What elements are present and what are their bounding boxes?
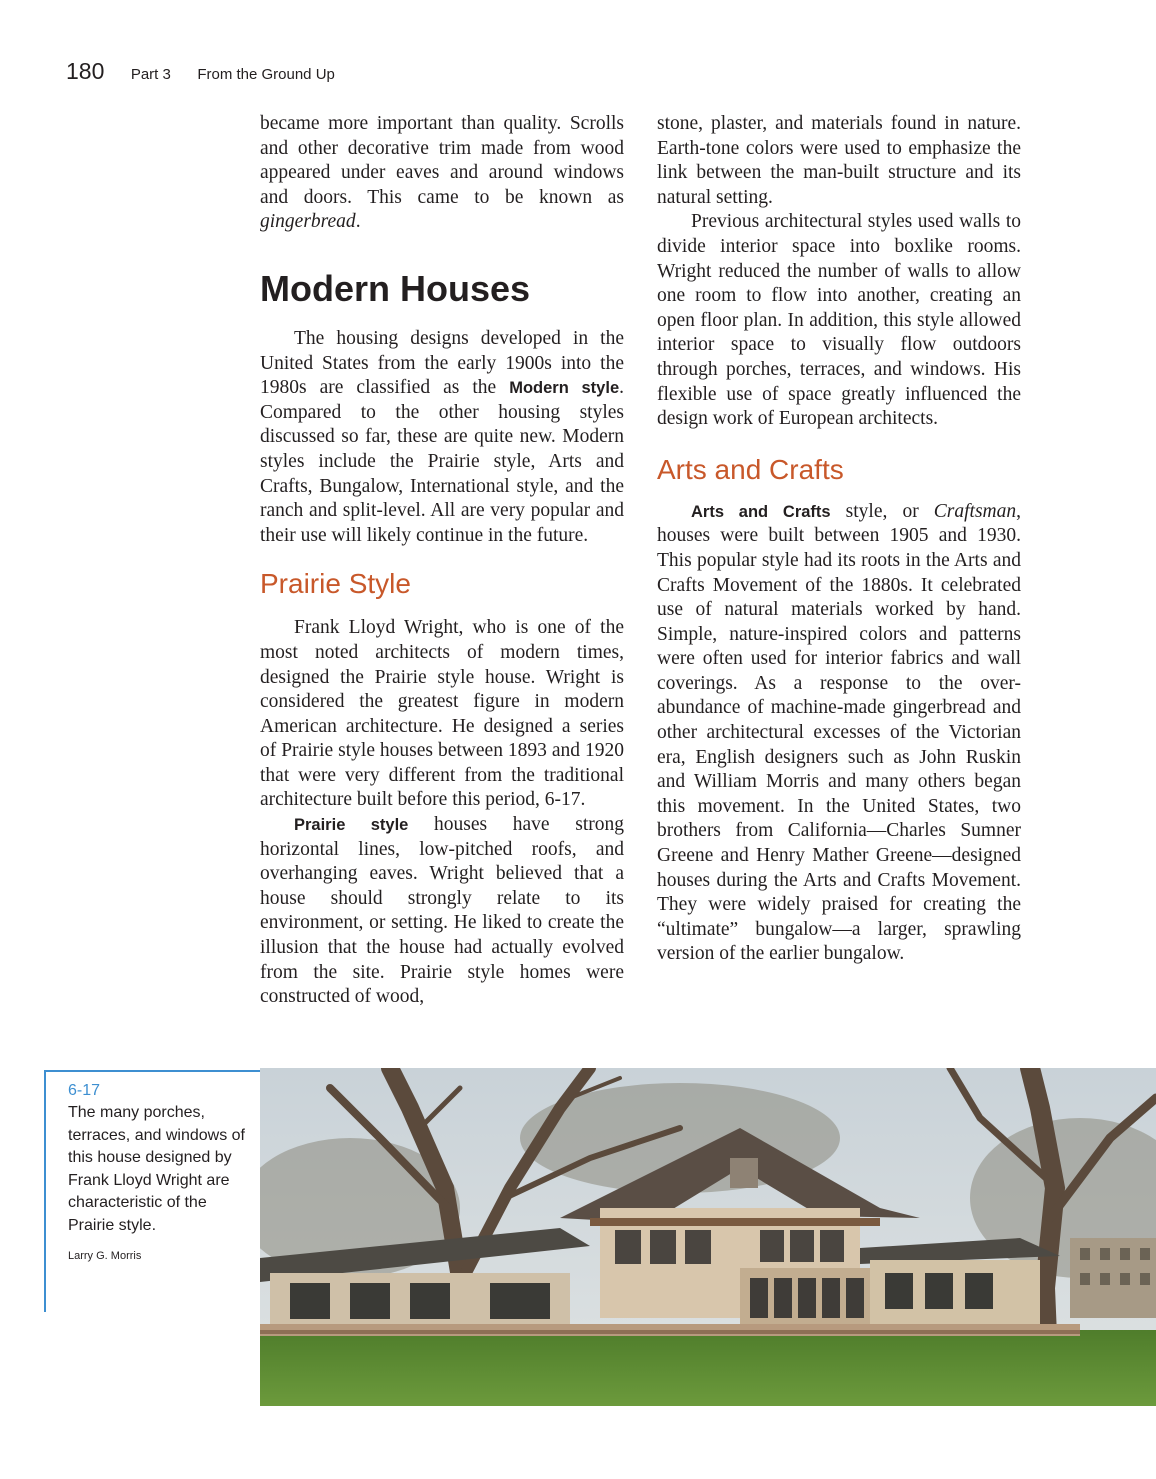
arts-crafts-paragraph: Arts and Crafts style, or Craftsman, houses were built between 1905 and 1930. This popular style had its roots in the Arts and Crafts Movement of the 1880s. It celebrated use of natural materials worked by hand. Simple, nature-inspired colors and patterns were often used for interior fabrics and wall coverings. As a response to the over-abundance of machine-made gingerbread and other architectural excesses of the Victorian era, English designers such as John Ruskin and William Morris and many others began this movement. In the United States, two brothers from California—Charles Sumner Greene and Henry Mather Greene—designed houses during the Arts and Crafts Movement. They were widely praised for creating the “ultimate” bungalow—a larger, sprawling version of the earlier bungalow. <box>657 500 1021 965</box>
part-title: From the Ground Up <box>197 66 335 83</box>
section-heading-modern-houses: Modern Houses <box>260 267 531 309</box>
gingerbread-term: gingerbread <box>260 211 356 233</box>
page-number: 180 <box>66 58 105 84</box>
prairie-paragraph-1: Frank Lloyd Wright, who is one of the most noted architects of modern times, designed the Prairie style house. Wright is considered the greatest figure in modern American architecture. He designed a series of Prairie style houses between 1893 and 1920 that were very different from the traditional architecture built before this period, 6-17. <box>260 617 624 811</box>
prairie-paragraph-2: Prairie style houses have strong horizontal lines, low-pitched roofs, and overhanging eaves. Wright believed that a house should strongly relate to its environment, or setting. He liked to create the illusion that the house had actually evolved from the site. Prairie style homes were constructed of wood, <box>260 814 624 1008</box>
prairie-house-photo <box>260 1068 1156 1406</box>
figure-caption-text: The many porches, terraces, and windows of this house designed by Frank Lloyd Wright are characteristic of the Prairie style. <box>68 1104 245 1234</box>
figure-caption <box>44 1070 260 1312</box>
figure-number: 6-17 <box>68 1082 101 1099</box>
key-term-arts-and-crafts: Arts and Crafts <box>691 502 831 521</box>
subheading-arts-and-crafts: Arts and Crafts <box>657 453 844 485</box>
subheading-prairie-style: Prairie Style <box>260 568 411 600</box>
intro-paragraph: became more important than quality. Scrolls and other decorative trim made from wood appeared under eaves and around windows and doors. This came to be known as gingerbread. <box>260 113 624 233</box>
open-floor-plan-paragraph: Previous architectural styles used walls to divide interior space into boxlike rooms. Wright reduced the number of walls to allow one room to flow into another, creating an open floor plan. In addition, this style allowed interior space to visually flow outdoors through porches, terraces, and windows. His flexible use of space greatly influenced the design work of European architects. <box>657 211 1021 430</box>
left-column <box>260 112 624 1010</box>
craftsman-term: Craftsman <box>933 500 1017 522</box>
part-label: Part 3 <box>130 66 171 83</box>
right-column <box>657 112 1021 967</box>
key-term-modern-style: Modern style <box>509 379 620 398</box>
continued-paragraph: stone, plaster, and materials found in nature. Earth-tone colors were used to emphasize the link between the man-built structure and its natural setting. <box>657 113 1021 208</box>
photo-credit: Larry G. Morris <box>68 1249 142 1262</box>
key-term-prairie-style: Prairie style <box>294 816 409 835</box>
modern-paragraph: The housing designs developed in the United States from the early 1900s into the 1980s are classified as the Modern style. Compared to the other housing styles discussed so far, these are quite new. Modern styles include the Prairie style, Arts and Crafts, Bungalow, International style, and the ranch and split-level. All are very popular and their use will likely continue in the future. <box>260 327 624 546</box>
running-head <box>66 58 335 85</box>
